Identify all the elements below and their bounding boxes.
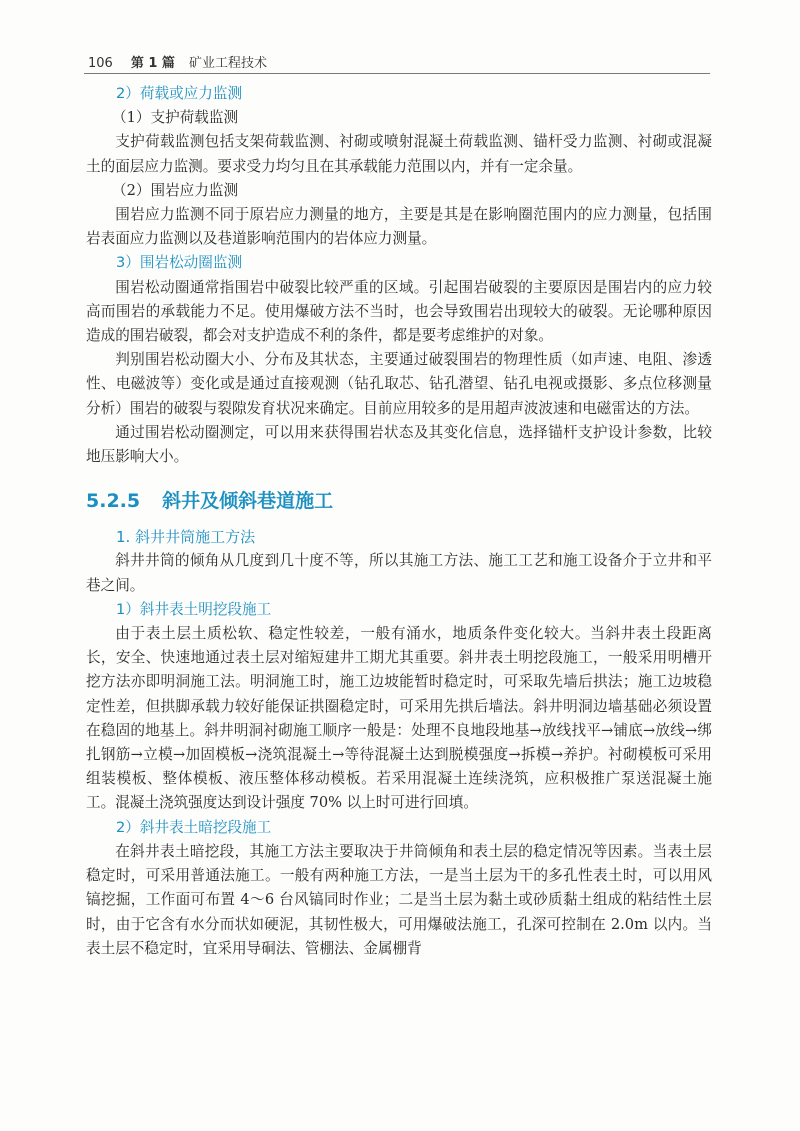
item-heading: 3）围岩松动圈监测 bbox=[116, 254, 243, 272]
page-body bbox=[86, 82, 712, 961]
item-heading: 2）斜井表土暗挖段施工 bbox=[116, 818, 272, 836]
book-title: 矿业工程技术 bbox=[188, 56, 267, 71]
running-header bbox=[88, 52, 708, 71]
paragraph: 通过围岩松动圈测定，可以用来获得围岩状态及其变化信息，选择锚杆支护设计参数，比较地压影响大小。 bbox=[86, 423, 712, 466]
item-heading: 2）荷载或应力监测 bbox=[116, 85, 243, 102]
paragraph: 判别围岩松动圈大小、分布及其状态，主要通过破裂围岩的物理性质（如声速、电阻、渗透性、电磁波等）变化或是通过直接观测（钻孔取芯、钻孔潜望、钻孔电视或摄影、多点位移测量分析）围岩的破裂与裂隙发育状况来确定。目前应用较多的是用超声波波速和电磁雷达的方法。 bbox=[86, 351, 712, 417]
part-label: 第 1 篇 bbox=[130, 56, 175, 71]
sub-item-heading: （2）围岩应力监测 bbox=[112, 181, 239, 199]
section-title: 斜井及倾斜巷道施工 bbox=[162, 490, 334, 513]
paragraph: 在斜井表土暗挖段，其施工方法主要取决于井筒倾角和表土层的稳定情况等因素。当表土层稳定时，可采用普通法施工。一般有两种施工方法，一是当土层为干的多孔性表土时，可以用风镐挖掘，工作面可布置 4～6 台风镐同时作业；二是当土层为黏土或砂质黏土组成的粘结性土层时，由于它含有水分而状如硬泥，其韧性极大，可用爆破法施工，孔深可控制在 2.0m 以内。当表土层不稳定时，宜采用导硐法、管棚法、金属棚背 bbox=[86, 842, 712, 957]
header-divider bbox=[84, 73, 710, 74]
section-number: 5.2.5 bbox=[86, 490, 141, 513]
paragraph: 支护荷载监测包括支架荷载监测、衬砌或喷射混凝土荷载监测、锚杆受力监测、衬砌或混凝土的面层应力监测。要求受力均匀且在其承载能力范围以内，并有一定余量。 bbox=[86, 133, 712, 175]
paragraph: 斜井井筒的倾角从几度到几十度不等，所以其施工方法、施工工艺和施工设备介于立井和平巷之间。 bbox=[86, 552, 712, 594]
paragraph: 围岩松动圈通常指围岩中破裂比较严重的区域。引起围岩破裂的主要原因是围岩内的应力较高而围岩的承载能力不足。使用爆破方法不当时，也会导致围岩出现较大的破裂。无论哪种原因造成的围岩破裂，都会对支护造成不利的条件，都是要考虑维护的对象。 bbox=[86, 278, 712, 345]
paragraph: 由于表土层土质松软、稳定性较差，一般有涌水，地质条件变化较大。当斜井表土段距离长，安全、快速地通过表土层对缩短建井工期尤其重要。斜井表土明挖段施工，一般采用明槽开挖方法亦即明洞施工法。明洞施工时，施工边坡能暂时稳定时，可采取先墙后拱法；施工边坡稳定性差，但拱脚承载力较好能保证拱圈稳定时，可采用先拱后墙法。斜井明洞边墙基础必须设置在稳固的地基上。斜井明洞衬砌施工顺序一般是：处理不良地段地基→放线找平→铺底→放线→绑扎钢筋→立模→加固模板→浇筑混凝土→等待混凝土达到脱模强度→拆模→养护。衬砌模板可采用组装模板、整体模板、液压整体移动模板。若采用混凝土连续浇筑，应积极推广泵送混凝土施工。混凝土浇筑强度达到设计强度 70% 以上时可进行回填。 bbox=[86, 625, 712, 812]
page-number: 106 bbox=[88, 56, 113, 71]
section-heading bbox=[86, 487, 712, 515]
subsection-heading: 1. 斜井井筒施工方法 bbox=[116, 528, 256, 547]
paragraph: 围岩应力监测不同于原岩应力测量的地方，主要是其是在影响圈范围内的应力测量，包括围岩表面应力监测以及巷道影响范围内的岩体应力测量。 bbox=[86, 206, 712, 248]
sub-item-heading: （1）支护荷载监测 bbox=[112, 109, 239, 127]
item-heading: 1）斜井表土明挖段施工 bbox=[116, 600, 272, 618]
